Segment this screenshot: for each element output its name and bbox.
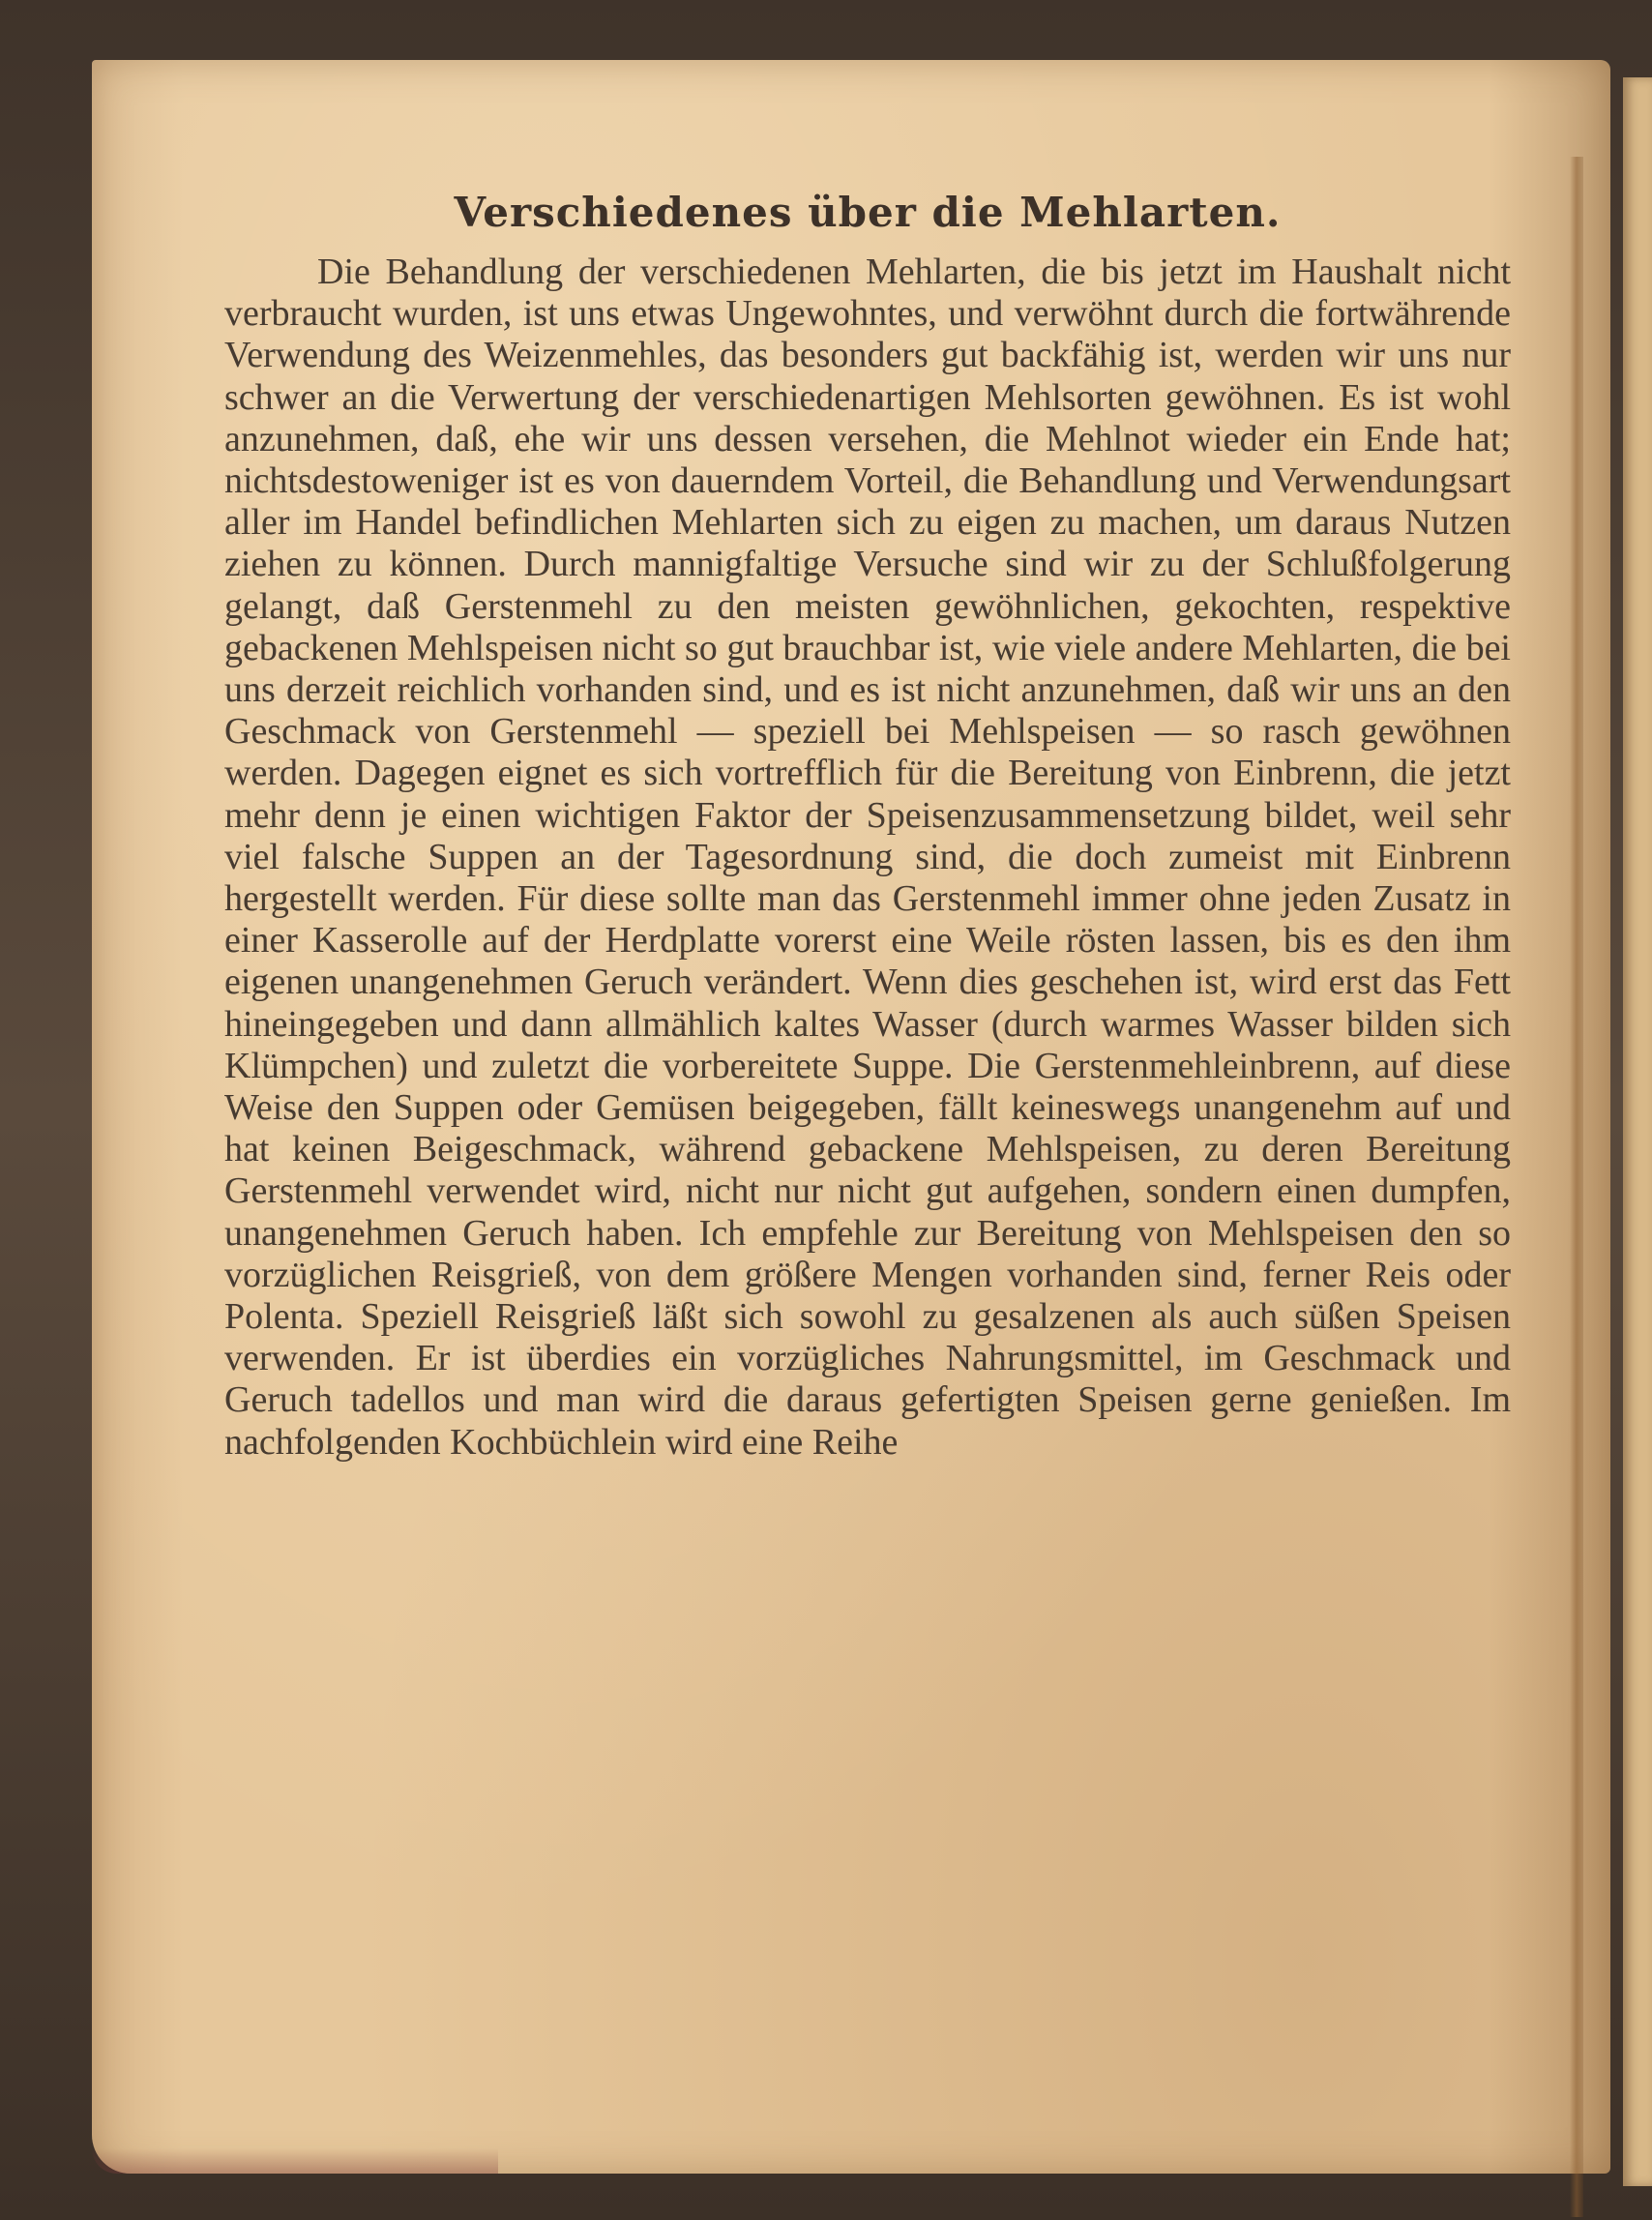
page-heading: Verschiedenes über die Mehlarten. bbox=[454, 189, 1282, 236]
adjacent-page-edge bbox=[1623, 77, 1652, 2186]
body-paragraph: Die Behandlung der verschiedenen Mehlarten, die bis jetzt im Haushalt nicht verbraucht wurden, ist uns etwas Ungewohntes, und verwöhnt durch die fortwährende Verwendung des Weizenmehles, das besonders gut backfähig ist, werden wir uns nur schwer an die Verwertung der verschiedenartigen Mehlsorten gewöhnen. Es ist wohl anzunehmen, daß, ehe wir uns dessen versehen, die Mehlnot wieder ein Ende hat; nichtsdestoweniger ist es von dauerndem Vorteil, die Behandlung und Verwendungsart aller im Handel befindlichen Mehlarten sich zu eigen zu machen, um daraus Nutzen ziehen zu können. Durch mannigfaltige Versuche sind wir zu der Schlußfolgerung gelangt, daß Gerstenmehl zu den meisten gewöhnlichen, gekochten, respektive gebackenen Mehlspeisen nicht so gut brauchbar ist, wie viele andere Mehlarten, die bei uns derzeit reichlich vorhanden sind, und es ist nicht anzunehmen, daß wir uns an den Geschmack von Gerstenmehl — speziell bei Mehlspeisen — so rasch gewöhnen werden. Dagegen eignet es sich vortrefflich für die Bereitung von Einbrenn, die jetzt mehr denn je einen wichtigen Faktor der Speisenzusammensetzung bildet, weil sehr viel falsche Suppen an der Tagesordnung sind, die doch zumeist mit Einbrenn hergestellt werden. Für diese sollte man das Gerstenmehl immer ohne jeden Zusatz in einer Kasserolle auf der Herdplatte vorerst eine Weile rösten lassen, bis es den ihm eigenen unangenehmen Geruch verändert. Wenn dies geschehen ist, wird erst das Fett hineingegeben und dann allmählich kaltes Wasser (durch warmes Wasser bilden sich Klümpchen) und zuletzt die vorbereitete Suppe. Die Gerstenmehleinbrenn, auf diese Weise den Suppen oder Gemüsen beigegeben, fällt keineswegs unangenehm auf und hat keinen Beigeschmack, während gebackene Mehlspeisen, zu deren Bereitung Gerstenmehl verwendet wird, nicht nur nicht gut aufgehen, sondern einen dumpfen, unangenehmen Geruch haben. Ich empfehle zur Bereitung von Mehlspeisen den so vorzüglichen Reisgrieß, von dem größere Mengen vorhanden sind, ferner Reis oder Polenta. Speziell Reisgrieß läßt sich sowohl zu gesalzenen als auch süßen Speisen verwenden. Er ist überdies ein vorzügliches Nahrungsmittel, im Geschmack und Geruch tadellos und man wird die daraus gefertigten Speisen gerne genießen. Im nachfolgenden Kochbüchlein wird eine Reihe bbox=[224, 252, 1511, 1463]
page-text-block bbox=[224, 182, 1511, 1464]
page-gutter-shadow bbox=[1570, 157, 1583, 2217]
